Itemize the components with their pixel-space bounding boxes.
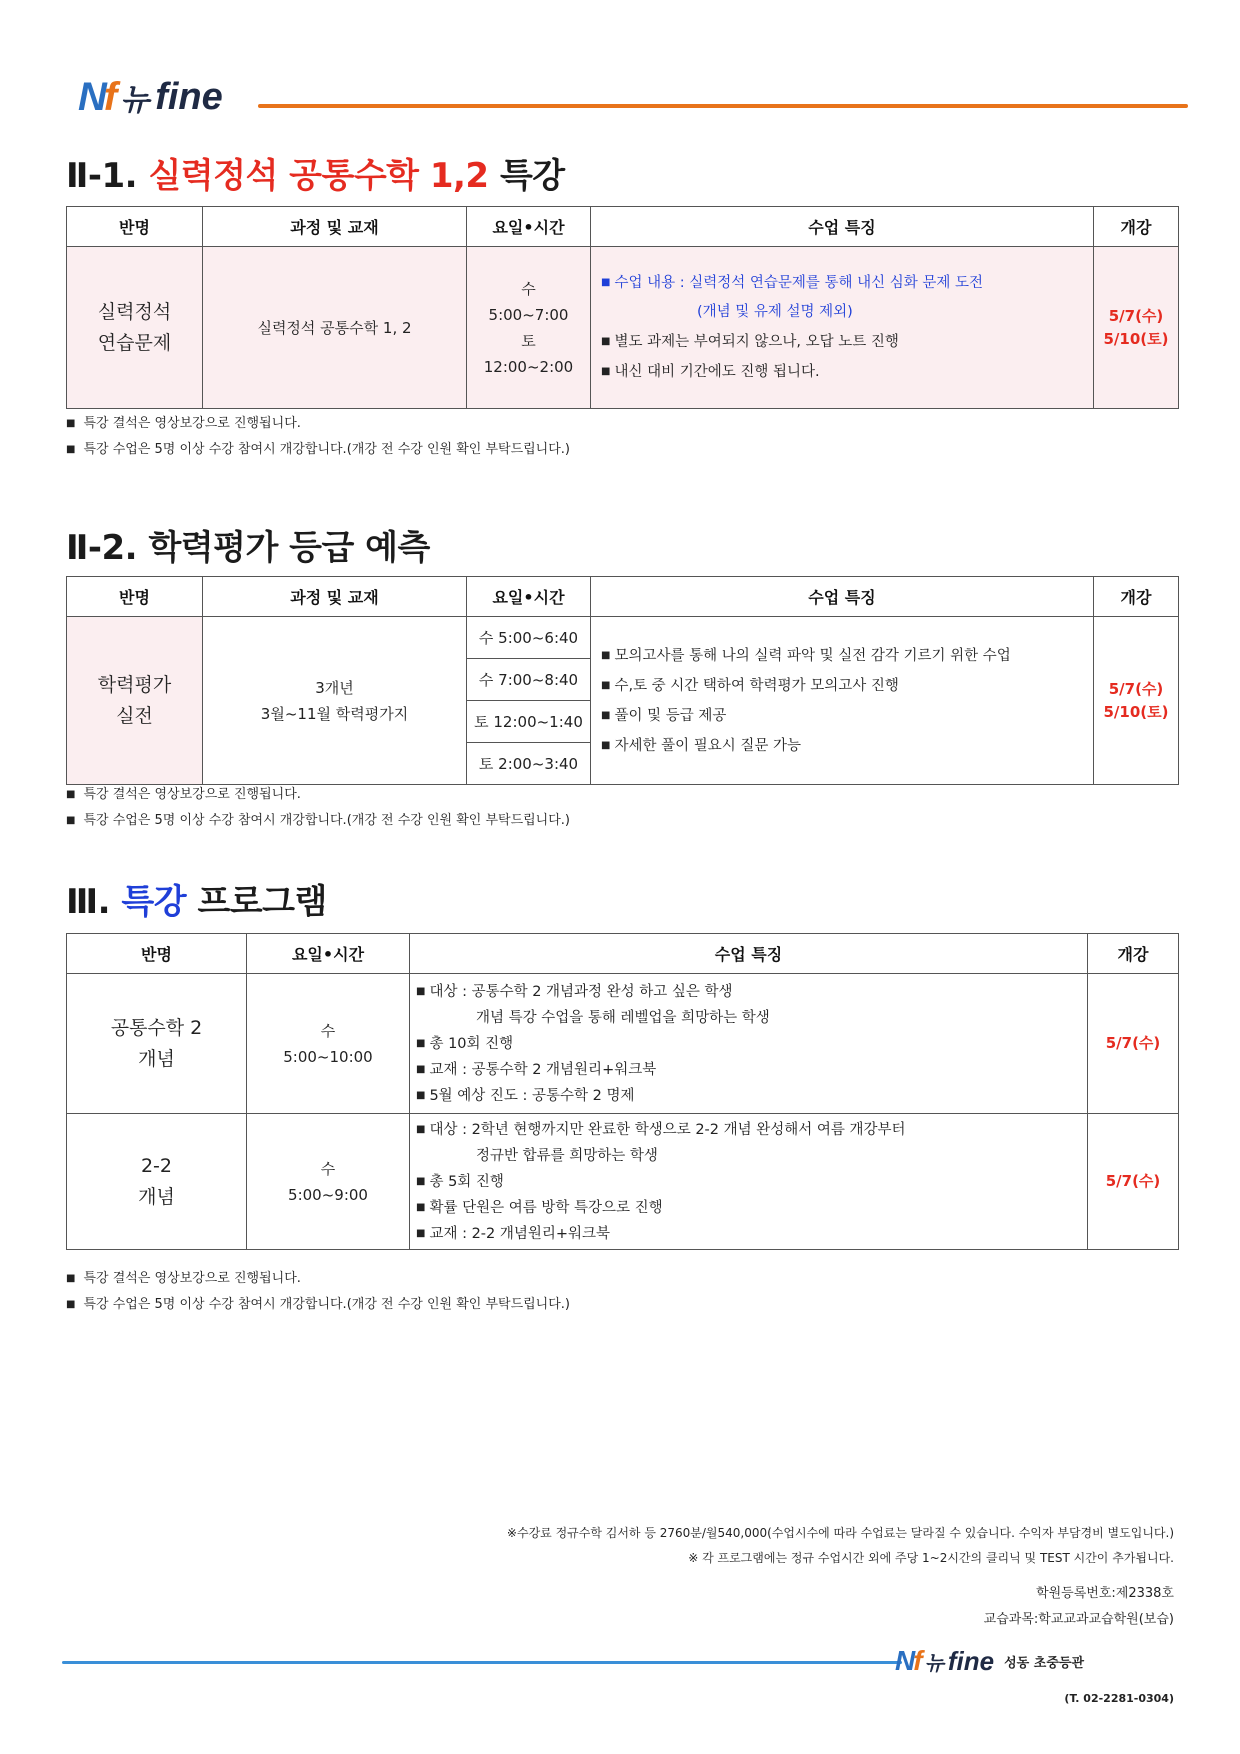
square-bullet-icon: ■ <box>601 709 611 721</box>
teaching-subject: 교습과목:학교교과교습학원(보습) <box>983 1612 1174 1627</box>
time-slot-cell: 토 12:00~1:40 <box>467 701 591 743</box>
col-header-features: 수업 특징 <box>591 577 1094 617</box>
square-bullet-icon: ■ <box>601 679 611 691</box>
note-item: ■ 특강 수업은 5명 이상 수강 참여시 개강합니다.(개강 전 수강 인원 확인 부탁드립니다.) <box>66 1297 571 1312</box>
table-row <box>67 974 1179 1114</box>
feature-item: ■ 대상 : 공통수학 2 개념과정 완성 하고 싶은 학생 <box>416 983 733 1000</box>
table-header-row <box>67 577 1179 617</box>
square-bullet-icon: ■ <box>416 1063 426 1075</box>
feature-item: ■ 교재 : 2-2 개념원리+워크북 <box>416 1225 611 1242</box>
phone-number: (T. 02-2281-0304) <box>1064 1692 1174 1705</box>
time-line: 5:00~10:00 <box>283 1047 373 1066</box>
registration-info <box>984 1581 1174 1633</box>
feature-item: ■ 풀이 및 등급 제공 <box>601 707 727 724</box>
feature-item: ■ 총 5회 진행 <box>416 1173 504 1190</box>
feature-item-continued: 정규반 합류를 희망하는 학생 <box>476 1147 658 1164</box>
open-date: 5/10(토) <box>1103 702 1169 721</box>
course-cell: 실력정석 공통수학 1, 2 <box>203 247 467 409</box>
open-date-cell <box>1094 617 1179 785</box>
table-row <box>67 247 1179 409</box>
open-date: 5/7(수) <box>1108 306 1164 325</box>
section-1-title <box>66 148 565 197</box>
col-header-features: 수업 특징 <box>410 934 1088 974</box>
open-date-cell: 5/7(수) <box>1088 974 1179 1114</box>
col-header-class: 반명 <box>67 934 247 974</box>
col-header-open: 개강 <box>1088 934 1179 974</box>
square-bullet-icon: ■ <box>416 1037 426 1049</box>
brand-logo <box>78 72 223 122</box>
open-date-cell: 5/7(수) <box>1088 1114 1179 1250</box>
note-item: ■ 특강 수업은 5명 이상 수강 참여시 개강합니다.(개강 전 수강 인원 확인 부탁드립니다.) <box>66 813 571 828</box>
section-3-number: Ⅲ. <box>66 882 111 922</box>
col-header-time: 요일•시간 <box>247 934 410 974</box>
branch-name: 성동 초중등관 <box>1004 1655 1084 1671</box>
table-row <box>67 1114 1179 1250</box>
section-2-table <box>66 576 1179 785</box>
feature-item: ■ 자세한 풀이 필요시 질문 가능 <box>601 737 801 754</box>
features-cell <box>410 974 1088 1114</box>
time-line: 수 <box>320 1021 336 1040</box>
section-2-title <box>66 520 430 569</box>
registration-number: 학원등록번호:제2338호 <box>1036 1586 1174 1601</box>
footnote-line: ※수강료 정규수학 김서하 등 2760분/월540,000(수업시수에 따라 수업료는 달라질 수 있습니다. 수익자 부담경비 별도입니다.) <box>506 1526 1174 1540</box>
class-name-line: 개념 <box>138 1047 175 1070</box>
feature-item: ■ 대상 : 2학년 현행까지만 완료한 학생으로 2-2 개념 완성해서 여름 개강부터 <box>416 1121 906 1138</box>
time-line: 12:00~2:00 <box>483 357 574 376</box>
section-2-notes <box>66 782 570 834</box>
square-bullet-icon: ■ <box>601 336 611 347</box>
square-bullet-icon: ■ <box>601 649 611 661</box>
class-name-line: 연습문제 <box>97 331 172 354</box>
feature-item: ■ 별도 과제는 부여되지 않으나, 오답 노트 진행 <box>601 334 899 350</box>
section-3-suffix: 프로그램 <box>197 882 327 922</box>
time-line: 수 <box>521 279 536 298</box>
time-line: 토 <box>521 331 536 350</box>
square-bullet-icon: ■ <box>66 789 76 800</box>
table-header-row <box>67 207 1179 247</box>
feature-item: ■ 모의고사를 통해 나의 실력 파악 및 실전 감각 기르기 위한 수업 <box>601 647 1011 664</box>
note-item: ■ 특강 결석은 영상보강으로 진행됩니다. <box>66 787 301 802</box>
class-name-line: 개념 <box>138 1185 175 1208</box>
page-header <box>78 72 1188 122</box>
col-header-time: 요일•시간 <box>467 577 591 617</box>
col-header-course: 과정 및 교재 <box>203 207 467 247</box>
square-bullet-icon: ■ <box>601 739 611 751</box>
feature-item: ■ 총 10회 진행 <box>416 1035 514 1052</box>
section-1-highlight: 실력정석 공통수학 1,2 <box>148 156 489 196</box>
fee-footnotes <box>507 1521 1174 1571</box>
time-cell <box>247 1114 410 1250</box>
square-bullet-icon: ■ <box>416 1089 426 1101</box>
square-bullet-icon: ■ <box>416 1227 426 1239</box>
class-name-cell <box>67 974 247 1114</box>
feature-item: ■ 수,토 중 시간 택하여 학력평가 모의고사 진행 <box>601 677 899 694</box>
section-3-table <box>66 933 1179 1250</box>
square-bullet-icon: ■ <box>66 1273 76 1284</box>
class-name-line: 2-2 <box>140 1154 173 1177</box>
class-name-line: 실력정석 <box>97 300 172 323</box>
class-name-line: 공통수학 2 <box>110 1016 203 1039</box>
col-header-class: 반명 <box>67 207 203 247</box>
square-bullet-icon: ■ <box>66 444 76 455</box>
time-line: 수 <box>320 1159 336 1178</box>
class-name-line: 실전 <box>116 704 153 727</box>
section-3-notes <box>66 1266 570 1318</box>
class-name-cell <box>67 617 203 785</box>
time-cell <box>467 247 591 409</box>
square-bullet-icon: ■ <box>416 1123 426 1135</box>
open-date-cell <box>1094 247 1179 409</box>
section-1-suffix: 특강 <box>499 156 565 196</box>
table-header-row <box>67 934 1179 974</box>
features-cell <box>591 617 1094 785</box>
square-bullet-icon: ■ <box>416 985 426 997</box>
open-date: 5/10(토) <box>1103 329 1169 348</box>
square-bullet-icon: ■ <box>66 815 76 826</box>
footnote-line: ※ 각 프로그램에는 정규 수업시간 외에 주당 1~2시간의 클리닉 및 TEST 시간이 추가됩니다. <box>688 1551 1174 1565</box>
square-bullet-icon: ■ <box>66 1299 76 1310</box>
feature-item: ■ 5월 예상 진도 : 공통수학 2 명제 <box>416 1087 635 1104</box>
features-cell <box>591 247 1094 409</box>
col-header-course: 과정 및 교재 <box>203 577 467 617</box>
section-1-number: Ⅱ-1. <box>66 156 138 196</box>
time-cell <box>247 974 410 1114</box>
square-bullet-icon: ■ <box>416 1175 426 1187</box>
open-date: 5/7(수) <box>1108 679 1164 698</box>
time-line: 5:00~7:00 <box>488 305 569 324</box>
logo-english-text: fine <box>947 1645 995 1676</box>
col-header-class: 반명 <box>67 577 203 617</box>
note-item: ■ 특강 결석은 영상보강으로 진행됩니다. <box>66 1271 301 1286</box>
section-3-highlight: 특강 <box>121 882 187 922</box>
col-header-features: 수업 특징 <box>591 207 1094 247</box>
col-header-open: 개강 <box>1094 577 1179 617</box>
logo-korean-text: 뉴 <box>120 83 150 118</box>
square-bullet-icon: ■ <box>601 366 611 377</box>
time-slot-cell: 수 7:00~8:40 <box>467 659 591 701</box>
logo-korean-text: 뉴 <box>924 1650 944 1675</box>
logo-english-text: fine <box>155 75 223 118</box>
feature-item-continued: 개념 특강 수업을 통해 레벨업을 희망하는 학생 <box>476 1009 770 1026</box>
time-line: 5:00~9:00 <box>288 1185 368 1204</box>
nf-logo-icon: Nf <box>78 74 115 119</box>
class-name-cell <box>67 1114 247 1250</box>
course-line: 3월~11월 학력평가지 <box>260 704 409 723</box>
footer-logo <box>895 1643 1084 1679</box>
square-bullet-icon: ■ <box>601 277 611 288</box>
section-1-notes <box>66 411 570 463</box>
footer-divider <box>62 1661 902 1664</box>
section-3-title <box>66 874 327 923</box>
note-item: ■ 특강 수업은 5명 이상 수강 참여시 개강합니다.(개강 전 수강 인원 확인 부탁드립니다.) <box>66 442 571 457</box>
section-1-table <box>66 206 1179 409</box>
square-bullet-icon: ■ <box>416 1201 426 1213</box>
header-divider <box>258 104 1188 108</box>
col-header-open: 개강 <box>1094 207 1179 247</box>
nf-logo-icon: Nf <box>895 1645 921 1676</box>
note-item: ■ 특강 결석은 영상보강으로 진행됩니다. <box>66 416 301 431</box>
col-header-time: 요일•시간 <box>467 207 591 247</box>
course-line: 3개년 <box>315 678 354 697</box>
class-name-line: 학력평가 <box>97 673 172 696</box>
table-row <box>67 617 1179 659</box>
section-2-number: Ⅱ-2. <box>66 528 138 568</box>
class-name-cell <box>67 247 203 409</box>
time-slot-cell: 토 2:00~3:40 <box>467 743 591 785</box>
feature-item: ■ 교재 : 공통수학 2 개념원리+워크북 <box>416 1061 657 1078</box>
square-bullet-icon: ■ <box>66 418 76 429</box>
feature-item-continued: (개념 및 유제 설명 제외) <box>697 304 853 320</box>
feature-item: ■ 확률 단원은 여름 방학 특강으로 진행 <box>416 1199 663 1216</box>
feature-item: ■ 내신 대비 기간에도 진행 됩니다. <box>601 364 820 380</box>
time-slot-cell: 수 5:00~6:40 <box>467 617 591 659</box>
section-2-name: 학력평가 등급 예측 <box>148 528 430 568</box>
course-cell <box>203 617 467 785</box>
feature-item: ■ 수업 내용 : 실력정석 연습문제를 통해 내신 심화 문제 도전 <box>601 275 983 291</box>
features-cell <box>410 1114 1088 1250</box>
